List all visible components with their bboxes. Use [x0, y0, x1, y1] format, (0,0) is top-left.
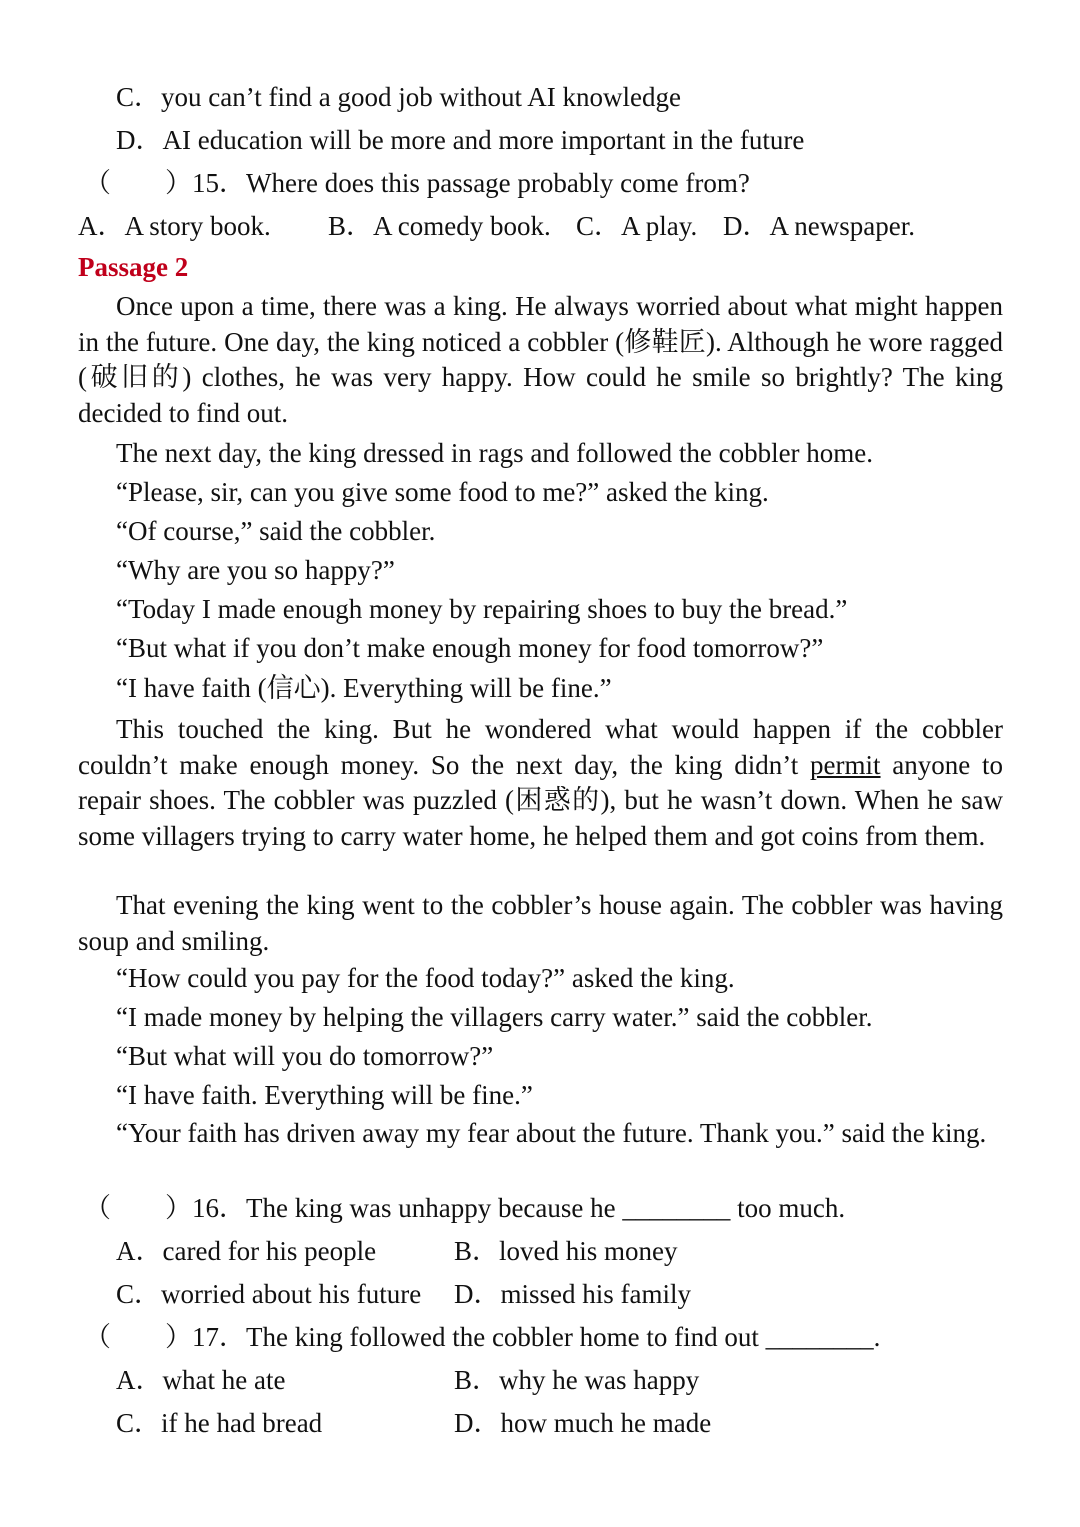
- q15-option-d: D．A newspaper.: [723, 211, 915, 241]
- q17-option-c: C．if he had bread: [116, 1408, 323, 1438]
- passage-line-10: “But what will you do tomorrow?”: [116, 1041, 494, 1071]
- q16-option-a: A．cared for his people: [116, 1236, 377, 1266]
- passage-line-4: “Why are you so happy?”: [116, 555, 395, 585]
- passage-line-9: “I made money by helping the villagers carry water.” said the cobbler.: [116, 1002, 873, 1032]
- passage-paragraph-1: Once upon a time, there was a king. He always worried about what might happen in the future. One day, the king noticed a cobbler (修鞋匠). Although he wore ragged (破旧的) clothes, he was very happy. How could he smile so brightly? The king decided to find out.: [78, 291, 1003, 428]
- q17-stem: （ ）17．The king followed the cobbler home to find out ________.: [84, 1322, 881, 1352]
- passage-line-3: “Of course,” said the cobbler.: [116, 516, 436, 546]
- q16-option-c: C．worried about his future: [116, 1279, 422, 1309]
- q17-option-b: B．why he was happy: [454, 1365, 700, 1395]
- q15-stem: （ ）15．Where does this passage probably come from?: [84, 168, 750, 198]
- paragraph-2-text-end: anyone to repair shoes. The cobbler was puzzled (困惑的), but he wasn’t down. When he saw some villagers trying to carry water home, he helped them and got coins from them.: [78, 749, 1003, 851]
- q17-option-a: A．what he ate: [116, 1365, 286, 1395]
- passage-line-2: “Please, sir, can you give some food to me?” asked the king.: [116, 477, 769, 507]
- q16-stem: （ ）16．The king was unhappy because he ________ too much.: [84, 1193, 846, 1223]
- passage-line-8: “How could you pay for the food today?” asked the king.: [116, 963, 735, 993]
- q15-option-c: C．A play.: [576, 211, 698, 241]
- q15-option-a: A．A story book.: [78, 211, 271, 241]
- passage-line-1: The next day, the king dressed in rags and followed the cobbler home.: [116, 438, 874, 468]
- passage-line-6: “But what if you don’t make enough money for food tomorrow?”: [116, 633, 824, 663]
- passage-line-5: “Today I made enough money by repairing shoes to buy the bread.”: [116, 594, 848, 624]
- q15-option-b: B．A comedy book.: [328, 211, 551, 241]
- q16-option-b: B．loved his money: [454, 1236, 678, 1266]
- underlined-word-permit: permit: [810, 749, 881, 780]
- q14-option-d: D．AI education will be more and more important in the future: [116, 125, 805, 155]
- q17-option-d: D．how much he made: [454, 1408, 712, 1438]
- passage-line-11: “I have faith. Everything will be fine.”: [116, 1080, 533, 1110]
- passage-title: Passage 2: [78, 252, 189, 282]
- passage-paragraph-2: [78, 712, 1003, 854]
- passage-paragraph-3: That evening the king went to the cobbler’s house again. The cobbler was having soup and smiling.: [78, 890, 1003, 956]
- passage-paragraph-4: “Your faith has driven away my fear about the future. Thank you.” said the king.: [116, 1118, 987, 1148]
- paragraph-2-text-start: This touched the king. But he wondered what would happen if the cobbler couldn’t make enough money. So the next day, the king didn’t: [78, 714, 1003, 780]
- passage-line-7: “I have faith (信心). Everything will be fine.”: [116, 673, 612, 703]
- q14-option-c: C．you can’t find a good job without AI knowledge: [116, 82, 681, 112]
- q16-option-d: D．missed his family: [454, 1279, 691, 1309]
